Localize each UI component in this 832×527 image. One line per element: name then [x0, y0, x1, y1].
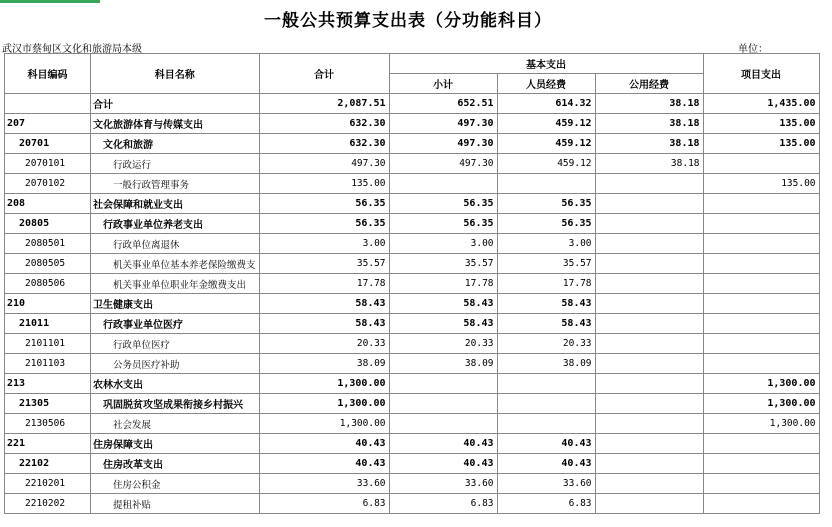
- row-name[interactable]: 机关事业单位职业年金缴费支出: [91, 274, 260, 294]
- row-total[interactable]: 17.78: [259, 274, 389, 294]
- header-code[interactable]: 科目编码: [5, 54, 91, 94]
- row-personnel[interactable]: [497, 174, 595, 194]
- header-public[interactable]: 公用经费: [595, 74, 703, 94]
- row-subtotal[interactable]: 40.43: [389, 434, 497, 454]
- row-personnel[interactable]: 6.83: [497, 494, 595, 514]
- header-total[interactable]: 合计: [259, 54, 389, 94]
- row-total[interactable]: 20.33: [259, 334, 389, 354]
- row-code[interactable]: 2070102: [5, 174, 91, 194]
- row-personnel[interactable]: [497, 394, 595, 414]
- row-personnel[interactable]: 3.00: [497, 234, 595, 254]
- row-project[interactable]: [703, 254, 819, 274]
- row-personnel[interactable]: 459.12: [497, 134, 595, 154]
- row-public[interactable]: 38.18: [595, 154, 703, 174]
- row-project[interactable]: 1,435.00: [703, 94, 819, 114]
- table-row[interactable]: [5, 374, 820, 394]
- row-name[interactable]: 行政运行: [91, 154, 260, 174]
- row-subtotal[interactable]: [389, 374, 497, 394]
- row-code[interactable]: 213: [5, 374, 91, 394]
- row-subtotal[interactable]: 58.43: [389, 314, 497, 334]
- row-public[interactable]: [595, 294, 703, 314]
- row-name[interactable]: 住房改革支出: [91, 454, 260, 474]
- row-subtotal[interactable]: [389, 414, 497, 434]
- row-personnel[interactable]: [497, 374, 595, 394]
- row-name[interactable]: 文化和旅游: [91, 134, 260, 154]
- table-row[interactable]: [5, 214, 820, 234]
- table-row[interactable]: [5, 394, 820, 414]
- row-personnel[interactable]: 459.12: [497, 154, 595, 174]
- row-project[interactable]: [703, 434, 819, 454]
- row-personnel[interactable]: 20.33: [497, 334, 595, 354]
- row-total[interactable]: 33.60: [259, 474, 389, 494]
- row-total[interactable]: 135.00: [259, 174, 389, 194]
- row-code[interactable]: 210: [5, 294, 91, 314]
- table-row[interactable]: [5, 114, 820, 134]
- row-code[interactable]: [5, 94, 91, 114]
- row-code[interactable]: 208: [5, 194, 91, 214]
- row-personnel[interactable]: 56.35: [497, 214, 595, 234]
- row-subtotal[interactable]: 652.51: [389, 94, 497, 114]
- row-name[interactable]: 巩固脱贫攻坚成果衔接乡村振兴: [91, 394, 260, 414]
- table-row[interactable]: [5, 314, 820, 334]
- header-personnel[interactable]: 人员经费: [497, 74, 595, 94]
- row-public[interactable]: 38.18: [595, 94, 703, 114]
- row-name[interactable]: 住房保障支出: [91, 434, 260, 454]
- row-public[interactable]: [595, 474, 703, 494]
- row-project[interactable]: 1,300.00: [703, 394, 819, 414]
- row-name[interactable]: 公务员医疗补助: [91, 354, 260, 374]
- row-public[interactable]: [595, 374, 703, 394]
- row-project[interactable]: [703, 294, 819, 314]
- row-name[interactable]: 农林水支出: [91, 374, 260, 394]
- row-total[interactable]: 38.09: [259, 354, 389, 374]
- row-public[interactable]: [595, 194, 703, 214]
- row-project[interactable]: [703, 314, 819, 334]
- row-code[interactable]: 2080501: [5, 234, 91, 254]
- row-code[interactable]: 2101101: [5, 334, 91, 354]
- row-personnel[interactable]: 33.60: [497, 474, 595, 494]
- row-project[interactable]: [703, 334, 819, 354]
- header-name[interactable]: 科目名称: [91, 54, 260, 94]
- row-total[interactable]: 632.30: [259, 114, 389, 134]
- unit-label: 单位：: [738, 44, 768, 55]
- row-name[interactable]: 住房公积金: [91, 474, 260, 494]
- row-name[interactable]: 提租补贴: [91, 494, 260, 514]
- row-name[interactable]: 行政事业单位医疗: [91, 314, 260, 334]
- row-name[interactable]: 合计: [91, 94, 260, 114]
- table-row[interactable]: [5, 154, 820, 174]
- table-row[interactable]: [5, 134, 820, 154]
- row-public[interactable]: [595, 174, 703, 194]
- row-name[interactable]: 机关事业单位基本养老保险缴费支: [91, 254, 260, 274]
- row-public[interactable]: 38.18: [595, 134, 703, 154]
- selection-indicator: [0, 0, 100, 3]
- row-total[interactable]: 56.35: [259, 214, 389, 234]
- row-public[interactable]: [595, 334, 703, 354]
- row-name[interactable]: 卫生健康支出: [91, 294, 260, 314]
- row-project[interactable]: [703, 474, 819, 494]
- row-subtotal[interactable]: 6.83: [389, 494, 497, 514]
- row-project[interactable]: [703, 494, 819, 514]
- row-code[interactable]: 21305: [5, 394, 91, 414]
- row-project[interactable]: 135.00: [703, 114, 819, 134]
- row-personnel[interactable]: 56.35: [497, 194, 595, 214]
- row-project[interactable]: 135.00: [703, 134, 819, 154]
- row-code[interactable]: 2080505: [5, 254, 91, 274]
- row-code[interactable]: 2210202: [5, 494, 91, 514]
- row-subtotal[interactable]: [389, 394, 497, 414]
- row-project[interactable]: [703, 454, 819, 474]
- row-public[interactable]: [595, 494, 703, 514]
- table-row[interactable]: [5, 274, 820, 294]
- row-project[interactable]: [703, 214, 819, 234]
- row-personnel[interactable]: 58.43: [497, 294, 595, 314]
- header-subtotal[interactable]: 小计: [389, 74, 497, 94]
- row-personnel[interactable]: 17.78: [497, 274, 595, 294]
- row-subtotal[interactable]: 56.35: [389, 194, 497, 214]
- row-subtotal[interactable]: 497.30: [389, 114, 497, 134]
- row-subtotal[interactable]: 56.35: [389, 214, 497, 234]
- table-row[interactable]: [5, 474, 820, 494]
- row-name[interactable]: 文化旅游体育与传媒支出: [91, 114, 260, 134]
- table-row[interactable]: [5, 254, 820, 274]
- row-name[interactable]: 行政单位医疗: [91, 334, 260, 354]
- row-project[interactable]: [703, 354, 819, 374]
- row-personnel[interactable]: 459.12: [497, 114, 595, 134]
- row-subtotal[interactable]: [389, 174, 497, 194]
- table-row[interactable]: [5, 294, 820, 314]
- row-code[interactable]: 207: [5, 114, 91, 134]
- row-public[interactable]: [595, 214, 703, 234]
- row-code[interactable]: 22102: [5, 454, 91, 474]
- row-code[interactable]: 2070101: [5, 154, 91, 174]
- row-personnel[interactable]: 40.43: [497, 434, 595, 454]
- row-name[interactable]: 社会发展: [91, 414, 260, 434]
- row-code[interactable]: 20701: [5, 134, 91, 154]
- row-total[interactable]: 2,087.51: [259, 94, 389, 114]
- table-row[interactable]: [5, 174, 820, 194]
- row-public[interactable]: [595, 234, 703, 254]
- row-subtotal[interactable]: 33.60: [389, 474, 497, 494]
- row-subtotal[interactable]: 497.30: [389, 134, 497, 154]
- page-title: 一般公共预算支出表（分功能科目）: [264, 11, 552, 31]
- row-name[interactable]: 社会保障和就业支出: [91, 194, 260, 214]
- row-code[interactable]: 21011: [5, 314, 91, 334]
- row-personnel[interactable]: 35.57: [497, 254, 595, 274]
- row-code[interactable]: 2210201: [5, 474, 91, 494]
- table-row[interactable]: [5, 194, 820, 214]
- header-project[interactable]: 项目支出: [703, 54, 819, 94]
- table-row[interactable]: [5, 414, 820, 434]
- header-basic[interactable]: 基本支出: [389, 54, 703, 74]
- row-project[interactable]: [703, 234, 819, 254]
- row-subtotal[interactable]: 40.43: [389, 454, 497, 474]
- row-code[interactable]: 20805: [5, 214, 91, 234]
- row-subtotal[interactable]: 20.33: [389, 334, 497, 354]
- row-personnel[interactable]: 58.43: [497, 314, 595, 334]
- row-project[interactable]: 135.00: [703, 174, 819, 194]
- table-row[interactable]: [5, 494, 820, 514]
- table-row[interactable]: [5, 234, 820, 254]
- row-code[interactable]: 2130506: [5, 414, 91, 434]
- row-public[interactable]: [595, 454, 703, 474]
- row-total[interactable]: 632.30: [259, 134, 389, 154]
- row-total[interactable]: 3.00: [259, 234, 389, 254]
- row-total[interactable]: 40.43: [259, 434, 389, 454]
- row-public[interactable]: [595, 414, 703, 434]
- row-public[interactable]: [595, 274, 703, 294]
- row-code[interactable]: 2101103: [5, 354, 91, 374]
- row-personnel[interactable]: 614.32: [497, 94, 595, 114]
- row-total[interactable]: 35.57: [259, 254, 389, 274]
- row-name[interactable]: 一般行政管理事务: [91, 174, 260, 194]
- row-public[interactable]: [595, 434, 703, 454]
- row-subtotal[interactable]: 38.09: [389, 354, 497, 374]
- table-row[interactable]: [5, 454, 820, 474]
- row-personnel[interactable]: 38.09: [497, 354, 595, 374]
- row-total[interactable]: 58.43: [259, 294, 389, 314]
- table-row[interactable]: [5, 434, 820, 454]
- row-public[interactable]: [595, 394, 703, 414]
- row-public[interactable]: [595, 254, 703, 274]
- budget-table: [4, 53, 820, 514]
- row-name[interactable]: 行政事业单位养老支出: [91, 214, 260, 234]
- row-personnel[interactable]: 40.43: [497, 454, 595, 474]
- row-total[interactable]: 1,300.00: [259, 414, 389, 434]
- row-code[interactable]: 221: [5, 434, 91, 454]
- row-total[interactable]: 40.43: [259, 454, 389, 474]
- row-total[interactable]: 497.30: [259, 154, 389, 174]
- row-personnel[interactable]: [497, 414, 595, 434]
- table-row[interactable]: [5, 354, 820, 374]
- row-total[interactable]: 58.43: [259, 314, 389, 334]
- row-project[interactable]: [703, 194, 819, 214]
- row-project[interactable]: 1,300.00: [703, 374, 819, 394]
- row-subtotal[interactable]: 17.78: [389, 274, 497, 294]
- row-total[interactable]: 1,300.00: [259, 374, 389, 394]
- unit-org: 武汉市蔡甸区文化和旅游局本级: [2, 44, 142, 55]
- row-project[interactable]: [703, 274, 819, 294]
- row-subtotal[interactable]: 35.57: [389, 254, 497, 274]
- row-total[interactable]: 56.35: [259, 194, 389, 214]
- row-public[interactable]: 38.18: [595, 114, 703, 134]
- row-subtotal[interactable]: 3.00: [389, 234, 497, 254]
- row-public[interactable]: [595, 354, 703, 374]
- row-code[interactable]: 2080506: [5, 274, 91, 294]
- row-name[interactable]: 行政单位离退休: [91, 234, 260, 254]
- row-total[interactable]: 1,300.00: [259, 394, 389, 414]
- row-total[interactable]: 6.83: [259, 494, 389, 514]
- table-row[interactable]: [5, 94, 820, 114]
- row-subtotal[interactable]: 497.30: [389, 154, 497, 174]
- row-subtotal[interactable]: 58.43: [389, 294, 497, 314]
- row-project[interactable]: [703, 154, 819, 174]
- row-project[interactable]: 1,300.00: [703, 414, 819, 434]
- table-row[interactable]: [5, 334, 820, 354]
- row-public[interactable]: [595, 314, 703, 334]
